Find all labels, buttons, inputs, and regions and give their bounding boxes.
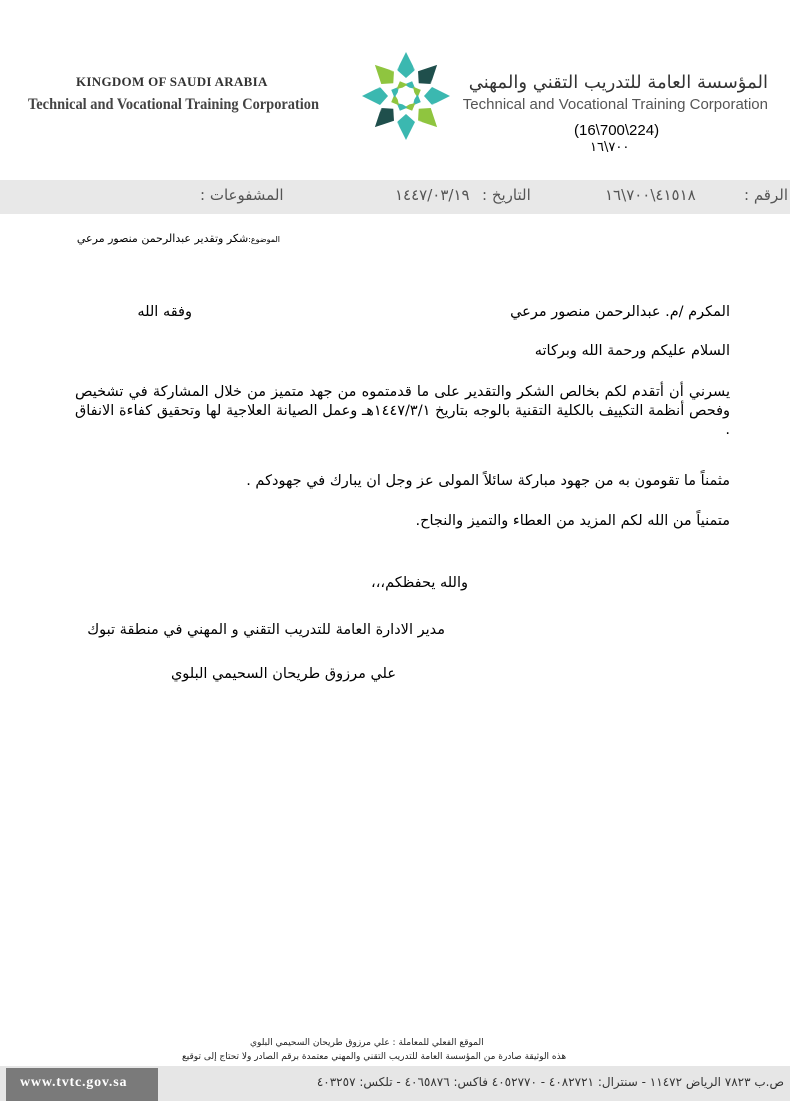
subject-label: الموضوع: xyxy=(248,235,280,244)
tvtc-logo-icon xyxy=(360,50,452,142)
date-label: التاريخ : xyxy=(482,186,531,204)
reference-code: (16\700\224) xyxy=(574,122,660,139)
signatory-name: علي مرزوق طريحان السحيمي البلوي xyxy=(170,666,396,682)
footer-address: ص.ب ٧٨٢٣ الرياض ١١٤٧٢ - سنترال: ٤٠٨٢٧٢١ - ٤٠٥٢٧٧٠ فاكس: ٤٠٦٥٨٧٦ - تلكس: ٤٠٣٢٥٧ xyxy=(316,1075,784,1089)
recipient-blessing: وفقه الله xyxy=(137,304,192,320)
corporation-name-left: Technical and Vocational Training Corporation xyxy=(28,96,319,113)
greeting: السلام عليكم ورحمة الله وبركاته xyxy=(534,343,730,359)
number-value: ٤١٥١٨\٧٠٠\١٦ xyxy=(605,186,696,204)
subject-text: شكر وتقدير عبدالرحمن منصور مرعي xyxy=(76,232,249,245)
body-paragraph-1: يسرني أن أتقدم لكم بخالص الشكر والتقدير على ما قدمتموه من جهد متميز من خلال المشاركة في تشخيص وفحص أنظمة التكييف بالكلية التقنية بالوجه بتاريخ ١٤٤٧/٣/١هـ وعمل الصيانة العلاجية لها وتحقيق كفاءة الانفاق . xyxy=(75,384,730,438)
closing-line: والله يحفظكم،،، xyxy=(371,575,468,591)
number-label: الرقم : xyxy=(744,186,788,204)
website-link[interactable]: www.tvtc.gov.sa xyxy=(20,1075,128,1090)
footer-disclaimer: هذه الوثيقة صادرة من المؤسسة العامة للتدريب التقني والمهني معتمدة برقم الصادر ولا تحتاج إلى توقيع xyxy=(182,1052,567,1062)
tvtc-logo xyxy=(360,50,452,142)
attachments-label: المشفوعات : xyxy=(200,186,284,204)
corporation-name-english: Technical and Vocational Training Corporation xyxy=(462,96,768,113)
corporation-name-arabic: المؤسسة العامة للتدريب التقني والمهني xyxy=(468,72,768,93)
date-value: ١٤٤٧/٠٣/١٩ xyxy=(395,186,470,204)
body-paragraph-2: مثمناً ما تقومون به من جهود مباركة سائلاً المولى عز وجل ان يبارك في جهودكم . xyxy=(246,473,730,489)
recipient-line: المكرم /م. عبدالرحمن منصور مرعي xyxy=(510,304,730,320)
subject-line xyxy=(77,232,280,245)
footer-transaction-location: الموقع الفعلي للمعاملة : علي مرزوق طريحان السحيمي البلوي xyxy=(250,1038,484,1048)
kingdom-title: KINGDOM OF SAUDI ARABIA xyxy=(76,74,268,89)
body-paragraph-3: متمنياً من الله لكم المزيد من العطاء والتميز والنجاح. xyxy=(415,513,730,529)
signatory-title: مدير الادارة العامة للتدريب التقني و المهني في منطقة تبوك xyxy=(87,622,445,638)
reference-code-arabic: ٧٠٠\١٦ xyxy=(590,140,630,155)
